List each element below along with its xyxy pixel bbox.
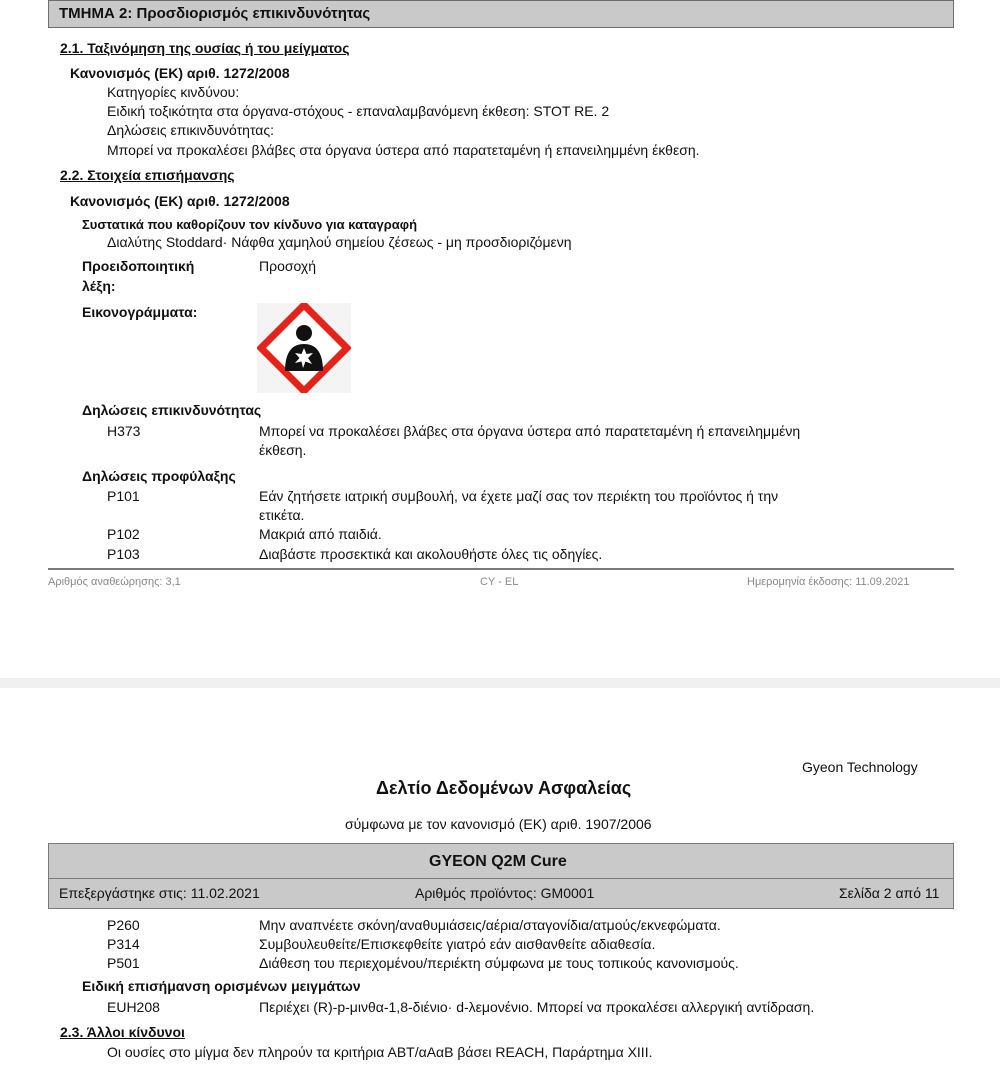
hazard-statements-label: Δηλώσεις επικινδυνότητας:: [107, 122, 275, 138]
page-separator: [0, 678, 1000, 688]
stot-classification: Ειδική τοξικότητα στα όργανα-στόχους - επαναλαμβανόμενη έκθεση: STOT RE. 2: [107, 103, 610, 119]
section-2-1-heading: 2.1. Ταξινόμηση της ουσίας ή του μείγματος: [60, 40, 350, 56]
signal-word-value: Προσοχή: [259, 258, 317, 274]
section-2-title: ΤΜΗΜΑ 2: Προσδιορισμός επικινδυνότητας: [59, 5, 371, 22]
hazard-statements-heading: Δηλώσεις επικινδυνότητας: [82, 402, 262, 418]
processed-date: Επεξεργάστηκε στις: 11.02.2021: [59, 885, 260, 901]
footer-revision: Αριθμός αναθεώρησης: 3,1: [48, 576, 181, 588]
precaution-code: P260: [107, 917, 140, 933]
precaution-code: P314: [107, 936, 140, 952]
euh-code: EUH208: [107, 999, 160, 1015]
precaution-text: Διάθεση του περιεχομένου/περιέκτη σύμφωνα με τους τοπικούς κανονισμούς.: [259, 955, 739, 971]
precaution-code: P102: [107, 526, 140, 542]
precaution-text-cont: ετικέτα.: [259, 507, 305, 523]
euh-text: Περιέχει (R)-p-μινθα-1,8-διένιο· d-λεμονένιο. Μπορεί να προκαλέσει αλλεργική αντίδραση.: [259, 999, 815, 1015]
precaution-code: P103: [107, 546, 140, 562]
product-header-divider: [49, 878, 953, 879]
product-header-box: [48, 843, 954, 909]
hazard-text: Μπορεί να προκαλέσει βλάβες στα όργανα ύστερα από παρατεταμένη ή επανειλημμένη: [259, 423, 801, 439]
footer-locale: CY - EL: [480, 576, 519, 588]
components-value: Διαλύτης Stoddard· Νάφθα χαμηλού σημείου ζέσεως - μη προσδιοριζόμενη: [107, 234, 572, 250]
hazard-categories-label: Κατηγορίες κινδύνου:: [107, 84, 240, 100]
hazard-code: H373: [107, 423, 141, 439]
precaution-statements-heading: Δηλώσεις προφύλαξης: [82, 468, 236, 484]
document-subtitle: σύμφωνα με τον κανονισμό (ΕΚ) αριθ. 1907/2006: [345, 816, 652, 832]
regulation-label-2: Κανονισμός (ΕΚ) αριθ. 1272/2008: [70, 193, 290, 209]
product-number: Αριθμός προϊόντος: GM0001: [415, 885, 595, 901]
section-2-header: [48, 0, 954, 28]
precaution-text: Μην αναπνέετε σκόνη/αναθυμιάσεις/αέρια/σταγονίδια/ατμούς/εκνεφώματα.: [259, 917, 721, 933]
section-2-2-heading: 2.2. Στοιχεία επισήμανσης: [60, 167, 235, 183]
components-label: Συστατικά που καθορίζουν τον κίνδυνο για καταγραφή: [82, 217, 418, 232]
precaution-text: Εάν ζητήσετε ιατρική συμβουλή, να έχετε μαζί σας τον περιέκτη του προϊόντος ή την: [259, 488, 779, 504]
pictograms-label: Εικονογράμματα:: [82, 304, 198, 320]
precaution-code: P101: [107, 488, 140, 504]
section-2-3-heading: 2.3. Άλλοι κίνδυνοι: [60, 1024, 185, 1040]
signal-word-label: Προειδοποιητική: [82, 258, 195, 274]
health-hazard-icon: [257, 303, 351, 393]
precaution-code: P501: [107, 955, 140, 971]
precaution-text: Μακριά από παιδιά.: [259, 526, 382, 542]
document-title: Δελτίο Δεδομένων Ασφαλείας: [376, 778, 632, 798]
footer-divider: [48, 568, 954, 570]
hazard-text-cont: έκθεση.: [259, 442, 307, 458]
company-name: Gyeon Technology: [802, 759, 918, 775]
hazard-statement-text: Μπορεί να προκαλέσει βλάβες στα όργανα ύστερα από παρατεταμένη ή επανειλημμένη έκθεση.: [107, 142, 700, 158]
other-hazards-text: Οι ουσίες στο μίγμα δεν πληρούν τα κριτήρια ΑΒΤ/αΑαΒ βάσει REACH, Παράρτημα XIII.: [107, 1044, 653, 1060]
page-info: Σελίδα 2 από 11: [839, 885, 940, 901]
signal-word-label-cont: λέξη:: [82, 278, 116, 294]
product-name: GYEON Q2M Cure: [429, 853, 567, 870]
footer-issue-date: Ημερομηνία έκδοσης: 11.09.2021: [747, 576, 910, 588]
precaution-text: Συμβουλευθείτε/Επισκεφθείτε γιατρό εάν αισθανθείτε αδιαθεσία.: [259, 936, 656, 952]
regulation-label: Κανονισμός (ΕΚ) αριθ. 1272/2008: [70, 65, 290, 81]
precaution-text: Διαβάστε προσεκτικά και ακολουθήστε όλες τις οδηγίες.: [259, 546, 603, 562]
special-labelling-heading: Ειδική επισήμανση ορισμένων μειγμάτων: [82, 978, 361, 994]
